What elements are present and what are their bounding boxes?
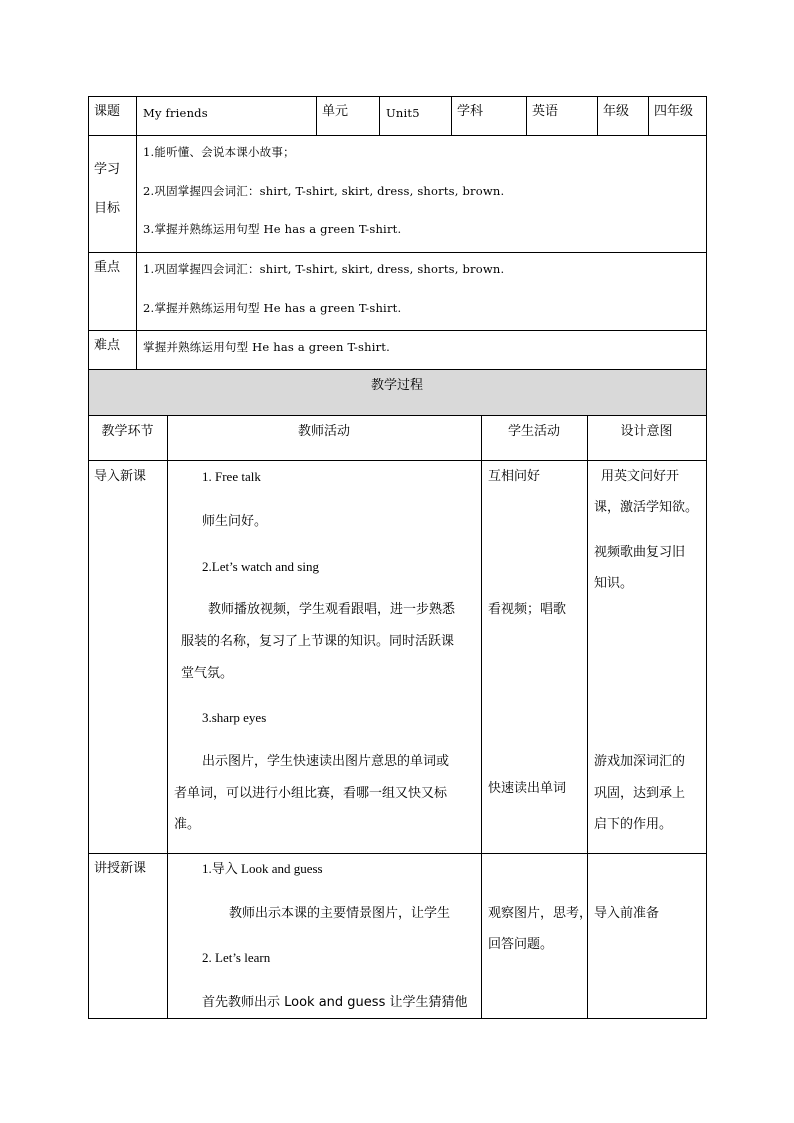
- process-title: 教学过程: [370, 378, 423, 393]
- table-border: [88, 330, 707, 331]
- grade-value: 四年级: [654, 104, 694, 119]
- teacher-step-desc: 教师出示本课的主要情景图片，让学生: [229, 906, 451, 921]
- objectives-label-line1: 学习: [94, 162, 121, 177]
- table-border: [379, 96, 380, 136]
- table-border: [451, 96, 452, 136]
- student-activity: 观察图片，思考，: [488, 906, 593, 921]
- table-border: [587, 415, 588, 1019]
- objective-item: 2.巩固掌握四会词汇：shirt, T-shirt, skirt, dress, shorts, brown.: [143, 184, 505, 198]
- table-border: [88, 460, 707, 461]
- teacher-step: 1.导入 Look and guess: [202, 861, 323, 876]
- teacher-step-desc: 服装的名称，复习了上节课的知识。同时活跃课: [181, 634, 455, 649]
- unit-label: 单元: [322, 104, 349, 119]
- teacher-step-desc: 者单词，可以进行小组比赛，看哪一组又快又标: [174, 786, 448, 801]
- table-border: [88, 415, 707, 416]
- table-border: [481, 415, 482, 1019]
- difficult-points-label: 难点: [94, 338, 121, 353]
- column-header-student: 学生活动: [507, 424, 560, 439]
- design-intent: 知识。: [594, 576, 634, 591]
- teacher-step-desc: 堂气氛。: [181, 666, 234, 681]
- teacher-step: 1. Free talk: [202, 469, 261, 484]
- table-border: [88, 252, 707, 253]
- design-intent: 课，激活学知欲。: [594, 500, 699, 515]
- table-border: [316, 96, 317, 136]
- column-header-stage: 教学环节: [101, 424, 154, 439]
- table-border: [648, 96, 649, 136]
- design-intent: 导入前准备: [594, 906, 660, 921]
- table-border: [88, 135, 707, 136]
- difficult-points-text: 掌握并熟练运用句型 He has a green T-shirt.: [143, 340, 390, 354]
- key-point-item: 2.掌握并熟练运用句型 He has a green T-shirt.: [143, 301, 402, 315]
- teacher-step: 2. Let’s learn: [202, 950, 271, 965]
- student-activity: 看视频；唱歌: [488, 602, 567, 617]
- teacher-step: 2.Let’s watch and sing: [202, 559, 319, 574]
- teacher-step-desc: 出示图片，学生快速读出图片意思的单词或: [202, 754, 450, 769]
- subject-value: 英语: [532, 104, 559, 119]
- teacher-step-desc: 教师播放视频，学生观看跟唱，进一步熟悉: [208, 602, 456, 617]
- design-intent: 视频歌曲复习旧: [594, 545, 686, 560]
- table-border: [167, 415, 168, 1019]
- student-activity: 回答问题。: [488, 937, 554, 952]
- design-intent: 巩固，达到承上: [594, 786, 686, 801]
- objective-item: 1.能听懂、会说本课小故事；: [143, 145, 295, 159]
- table-border: [526, 96, 527, 136]
- table-border: [88, 853, 707, 854]
- objective-item: 3.掌握并熟练运用句型 He has a green T-shirt.: [143, 222, 402, 236]
- teacher-step-desc: 准。: [174, 817, 201, 832]
- table-border: [597, 96, 598, 136]
- key-points-label: 重点: [94, 260, 121, 275]
- column-header-teacher: 教师活动: [297, 424, 350, 439]
- unit-value: Unit5: [386, 106, 420, 120]
- objectives-label-line2: 目标: [94, 201, 121, 216]
- table-border: [88, 96, 707, 97]
- design-intent: 游戏加深词汇的: [594, 754, 686, 769]
- topic-value: My friends: [143, 106, 208, 120]
- subject-label: 学科: [457, 104, 484, 119]
- table-border: [88, 369, 707, 370]
- student-activity: 互相问好: [488, 469, 541, 484]
- table-border: [88, 1018, 707, 1019]
- student-activity: 快速读出单词: [488, 781, 567, 796]
- column-header-design: 设计意图: [620, 424, 673, 439]
- teacher-step-desc: 首先教师出示 Look and guess 让学生猜猜他: [202, 995, 468, 1010]
- table-border: [136, 96, 137, 370]
- stage-teach: 讲授新课: [94, 861, 147, 876]
- teacher-step-desc: 师生问好。: [202, 514, 268, 529]
- design-intent: 启下的作用。: [594, 817, 673, 832]
- table-border: [88, 96, 89, 1019]
- key-point-item: 1.巩固掌握四会词汇：shirt, T-shirt, skirt, dress, shorts, brown.: [143, 262, 505, 276]
- design-intent: 用英文问好开: [601, 469, 680, 484]
- teacher-step: 3.sharp eyes: [202, 710, 267, 725]
- stage-intro: 导入新课: [94, 469, 147, 484]
- topic-label: 课题: [94, 104, 121, 119]
- table-border: [706, 96, 707, 1019]
- grade-label: 年级: [603, 104, 630, 119]
